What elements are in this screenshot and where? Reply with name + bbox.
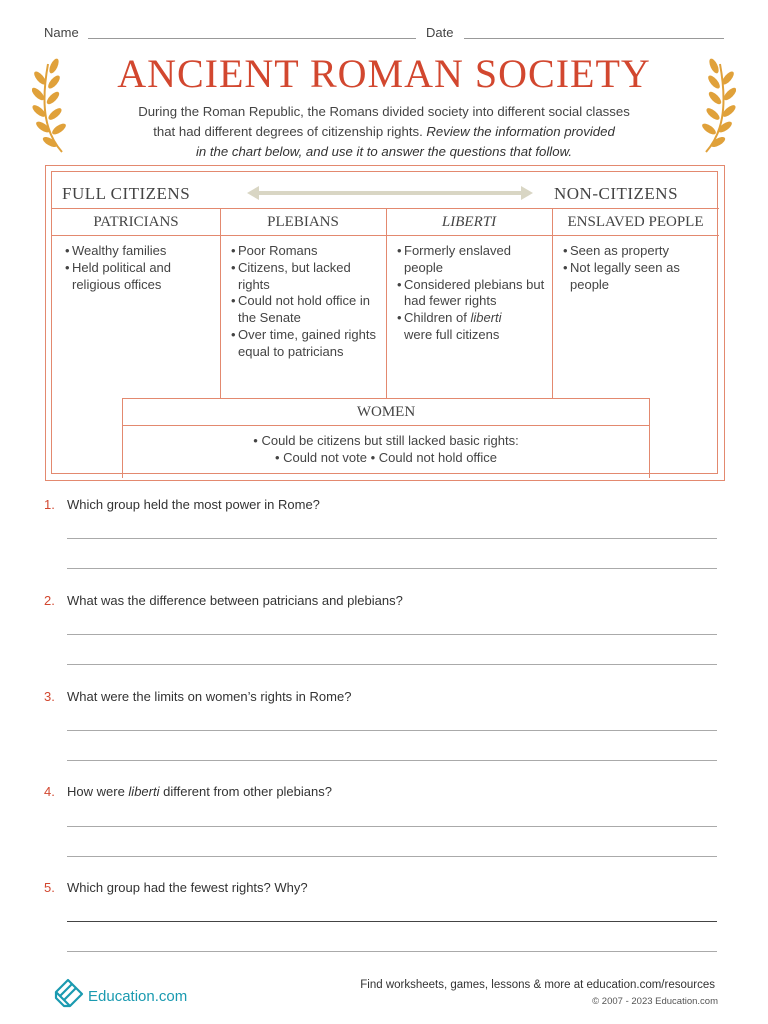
footer-copyright: © 2007 - 2023 Education.com: [592, 996, 718, 1007]
women-body: [123, 426, 649, 466]
question-text: What were the limits on women’s rights in Rome?: [67, 689, 352, 704]
date-line[interactable]: [464, 38, 724, 39]
name-label: Name: [44, 25, 79, 40]
enslaved-list: [560, 243, 715, 293]
question-number: 5.: [44, 880, 55, 895]
liberti-list: [394, 243, 546, 344]
question-number: 3.: [44, 689, 55, 704]
education-logo-icon: [52, 972, 86, 1008]
liberti-children-italic: liberti: [470, 310, 502, 326]
plebians-list: [228, 243, 380, 361]
col-head-plebians: PLEBIANS: [220, 208, 386, 236]
question-1: [44, 497, 724, 512]
answer-line[interactable]: [67, 730, 717, 731]
date-label: Date: [426, 25, 454, 40]
double-arrow-icon: [247, 186, 533, 200]
col-head-patricians: PATRICIANS: [52, 208, 220, 236]
question-number: 4.: [44, 784, 55, 799]
list-item: • Over time, gained rights equal to patricians: [228, 327, 380, 361]
col-divider-3: [552, 208, 553, 398]
list-item: [394, 310, 546, 344]
col-divider-1: [220, 208, 221, 398]
question-text-post: different from other plebians?: [159, 784, 332, 799]
name-line[interactable]: [88, 38, 416, 39]
question-text: What was the difference between patricians and plebians?: [67, 593, 403, 608]
logo-text: Education.com: [88, 988, 188, 1005]
list-item: • Poor Romans: [228, 243, 380, 260]
question-number: 1.: [44, 497, 55, 512]
question-2: [44, 593, 724, 608]
intro-line-2-plain: that had different degrees of citizenship rights.: [153, 124, 427, 139]
full-citizens-heading: FULL CITIZENS: [62, 184, 191, 203]
non-citizens-heading: NON-CITIZENS: [554, 184, 679, 203]
col-head-liberti-text: LIBERTI: [441, 214, 497, 230]
answer-line[interactable]: [67, 634, 717, 635]
liberti-children-pre: Children of: [404, 310, 471, 326]
list-item: • Held political and religious offices: [62, 260, 212, 294]
question-3: [44, 689, 724, 704]
liberti-children-post: were full citizens: [404, 326, 500, 342]
intro-line-2: [80, 122, 688, 142]
answer-line[interactable]: [67, 856, 717, 857]
question-number: 2.: [44, 593, 55, 608]
answer-line[interactable]: [67, 826, 717, 827]
intro-paragraph: [80, 102, 688, 162]
question-4: [44, 784, 724, 799]
women-line-2: • Could not vote • Could not hold office: [274, 449, 498, 465]
answer-line[interactable]: [67, 538, 717, 539]
list-item: • Considered plebians but had fewer rights: [394, 277, 546, 311]
patricians-list: [62, 243, 212, 293]
women-heading: WOMEN: [123, 399, 649, 426]
women-line-1: • Could be citizens but still lacked basic rights:: [253, 433, 519, 448]
question-text: Which group had the fewest rights? Why?: [67, 880, 308, 895]
question-text-pre: How were: [67, 784, 129, 799]
intro-line-3-italic: in the chart below, and use it to answer the questions that follow.: [195, 144, 573, 159]
list-item: • Not legally seen as people: [560, 260, 715, 294]
intro-line-1: During the Roman Republic, the Romans divided society into different social classes: [138, 104, 630, 119]
answer-line[interactable]: [67, 951, 717, 952]
list-item: • Formerly enslaved people: [394, 243, 546, 277]
list-item: • Citizens, but lacked rights: [228, 260, 380, 294]
list-item: • Seen as property: [560, 243, 715, 260]
answer-line[interactable]: [67, 760, 717, 761]
page-title: ANCIENT ROMAN SOCIETY: [117, 51, 651, 96]
chart-inner-border: [51, 171, 718, 474]
intro-line-2-italic: Review the information provided: [426, 124, 615, 139]
answer-line[interactable]: [67, 568, 717, 569]
list-item: • Could not hold office in the Senate: [228, 293, 380, 327]
question-text: Which group held the most power in Rome?: [67, 497, 320, 512]
list-item: • Wealthy families: [62, 243, 212, 260]
col-head-enslaved: ENSLAVED PEOPLE: [552, 208, 719, 236]
answer-line[interactable]: [67, 664, 717, 665]
question-text-italic: liberti: [128, 784, 160, 799]
education-logo[interactable]: [52, 972, 212, 1008]
name-date-row: [44, 25, 724, 41]
question-5: [44, 880, 724, 895]
women-box: [122, 398, 650, 478]
society-chart: [45, 165, 725, 481]
col-divider-2: [386, 208, 387, 398]
footer-tagline[interactable]: Find worksheets, games, lessons & more at education.com/resources: [360, 979, 715, 991]
answer-line[interactable]: [67, 921, 717, 922]
col-head-liberti: [386, 208, 552, 236]
intro-line-3: [80, 142, 688, 162]
